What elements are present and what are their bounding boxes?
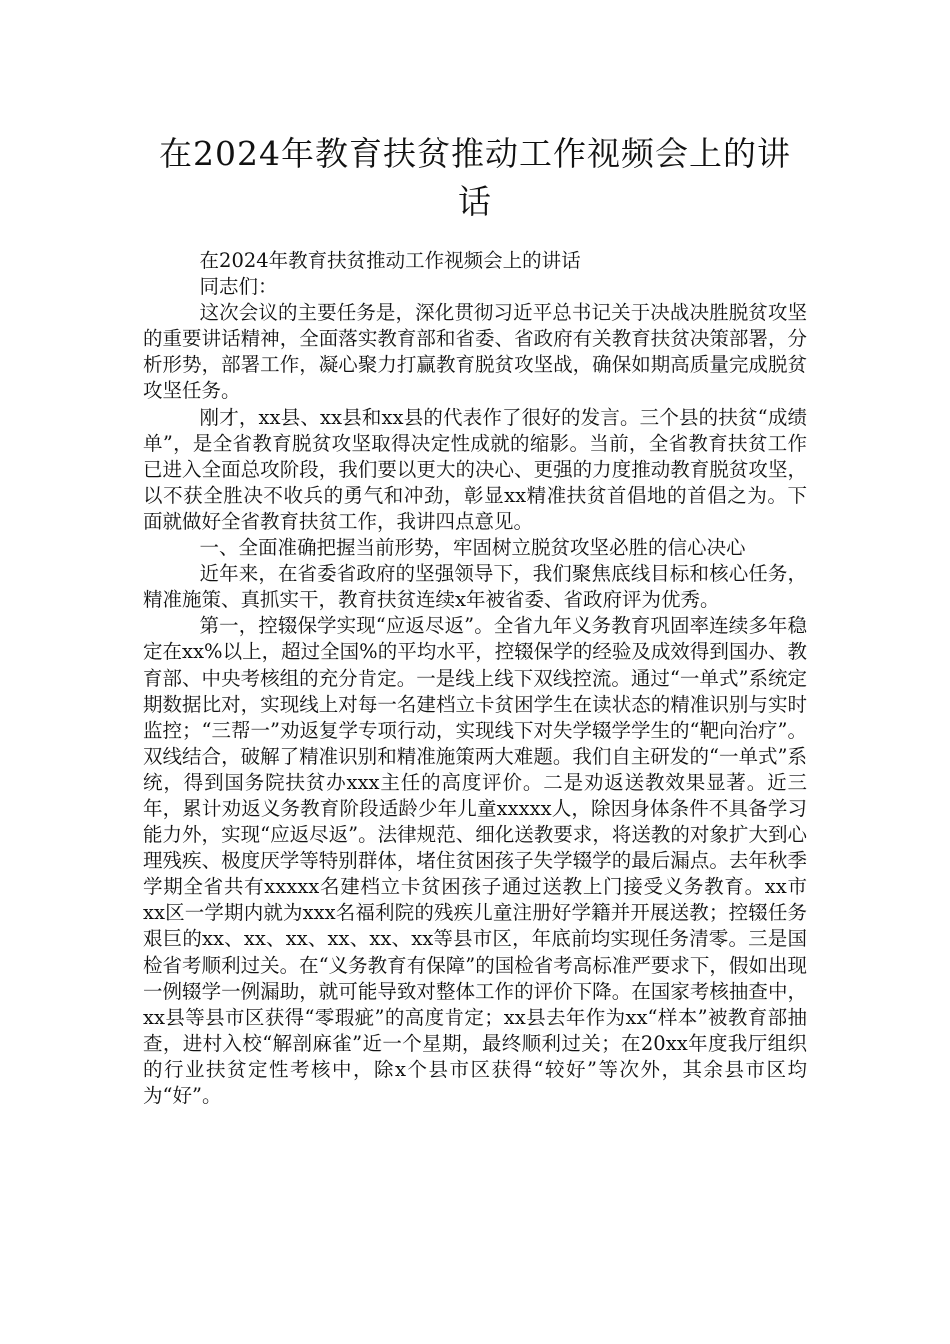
body-paragraph: 这次会议的主要任务是，深化贯彻习近平总书记关于决战决胜脱贫攻坚的重要讲话精神，全面落实教育部和省委、省政府有关教育扶贫决策部署，分析形势，部署工作，凝心聚力打赢教育脱贫攻坚战，确保如期高质量完成脱贫攻坚任务。 [143, 301, 807, 403]
document-title: 在2024年教育扶贫推动工作视频会上的讲话 [159, 134, 791, 221]
subtitle-line: 在2024年教育扶贫推动工作视频会上的讲话 [199, 249, 581, 272]
body-paragraph: 第一，控辍保学实现“应返尽返”。全省九年义务教育巩固率连续多年稳定在xx%以上，超过全国%的平均水平，控辍保学的经验及成效得到国办、教育部、中央考核组的充分肯定。一是线上线下双线控流。通过“一单式”系统定期数据比对，实现线上对每一名建档立卡贫困学生在读状态的精准识别与实时监控；“三帮一”劝返复学专项行动，实现线下对失学辍学学生的“靶向治疗”。双线结合，破解了精准识别和精准施策两大难题。我们自主研发的“一单式”系统，得到国务院扶贫办xxx主任的高度评价。二是劝返送教效果显著。近三年，累计劝返义务教育阶段适龄少年儿童xxxxx人，除因身体条件不具备学习能力外，实现“应返尽返”。法律规范、细化送教要求，将送教的对象扩大到心理残疾、极度厌学等特别群体，堵住贫困孩子失学辍学的最后漏点。去年秋季学期全省共有xxxxx名建档立卡贫困孩子通过送教上门接受义务教育。xx市xx区一学期内就为xxx名福利院的残疾儿童注册好学籍并开展送教；控辍任务艰巨的xx、xx、xx、xx、xx、xx等县市区，年底前均实现任务清零。三是国检省考顺利过关。在“义务教育有保障”的国检省考高标准严要求下，假如出现一例辍学一例漏助，就可能导致对整体工作的评价下降。在国家考核抽查中，xx县等县市区获得“零瑕疵”的高度肯定；xx县去年作为xx“样本”被教育部抽查，进村入校“解剖麻雀”近一个星期，最终顺利过关；在20xx年度我厅组织的行业扶贫定性考核中，除x个县市区获得“较好”等次外，其余县市区均为“好”。 [143, 614, 807, 1107]
section-heading: 一、全面准确把握当前形势，牢固树立脱贫攻坚必胜的信心决心 [199, 536, 746, 560]
body-paragraph: 近年来，在省委省政府的坚强领导下，我们聚焦底线目标和核心任务，精准施策、真抓实干，教育扶贫连续x年被省委、省政府评为优秀。 [143, 562, 807, 612]
body-paragraph: 刚才，xx县、xx县和xx县的代表作了很好的发言。三个县的扶贫“成绩单”，是全省教育脱贫攻坚取得决定性成就的缩影。当前，全省教育扶贫工作已进入全面总攻阶段，我们要以更大的决心、更强的力度推动教育脱贫攻坚，以不获全胜决不收兵的勇气和冲劲，彰显xx精准扶贫首倡地的首倡之为。下面就做好全省教育扶贫工作，我讲四点意见。 [143, 405, 807, 533]
salutation: 同志们： [199, 275, 278, 299]
document-body [143, 248, 807, 1109]
